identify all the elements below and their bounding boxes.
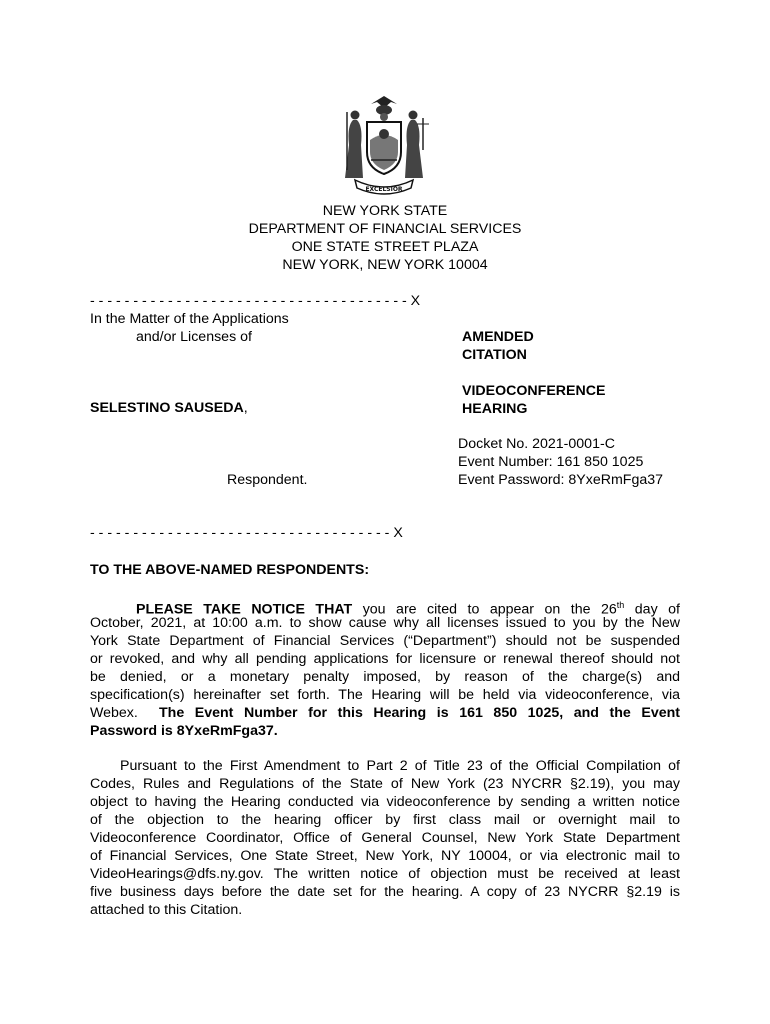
header-city: NEW YORK, NEW YORK 10004	[282, 257, 488, 273]
p2-line-4: of the objection to the hearing officer by first class mail or overnight mail to	[90, 812, 680, 828]
p1-line-7-bold: The Event Number for this Hearing is 161 850 1025, and the Event	[158, 705, 680, 721]
p2-line-9: attached to this Citation.	[90, 902, 243, 918]
header-address: ONE STATE STREET PLAZA	[291, 239, 479, 255]
title-citation: CITATION	[462, 347, 527, 363]
respondent-name: SELESTINO SAUSEDA	[90, 400, 244, 416]
p1-line-7	[90, 704, 680, 722]
p1-line-5: be denied, or a monetary penalty imposed, by reason of the charge(s) and	[90, 669, 680, 685]
p1-superscript: th	[616, 600, 625, 610]
respondent-name-line	[90, 399, 248, 417]
p2-line-7: VideoHearings@dfs.ny.gov. The written notice of objection must be received at least	[90, 866, 680, 882]
p1-line-3: York State Department of Financial Services (“Department”) should not be suspended	[90, 633, 680, 649]
event-number: Event Number: 161 850 1025	[458, 454, 644, 470]
p2-line-6: of Financial Services, One State Street, New York, NY 10004, or via electronic mail to	[90, 848, 680, 864]
p1-line-1	[90, 596, 680, 618]
caption-separator-bottom: - - - - - - - - - - - - - - - - - - - - - - - - - - - - - - - - - - - X	[90, 525, 403, 541]
notice-paragraph	[90, 596, 680, 740]
docket-number: Docket No. 2021-0001-C	[458, 436, 615, 452]
title-videoconference: VIDEOCONFERENCE	[462, 383, 606, 399]
seal-motto: EXCELSIOR	[365, 186, 403, 193]
p1-line-6: specification(s) hereinafter set forth. The Hearing will be held via videoconference, via	[90, 687, 680, 703]
title-hearing: HEARING	[462, 401, 528, 417]
respondent-name-comma: ,	[243, 400, 248, 416]
p1-line-1-end: day of	[634, 601, 680, 618]
p1-bold-lead: PLEASE TAKE NOTICE THAT	[136, 601, 353, 618]
matter-line-2: and/or Licenses of	[136, 329, 252, 345]
respondent-label: Respondent.	[227, 472, 308, 488]
title-amended: AMENDED	[462, 329, 534, 345]
p1-line-1-text: you are cited to appear on the 26	[362, 601, 617, 618]
p2-line-5: Videoconference Coordinator, Office of General Counsel, New York State Department	[90, 830, 680, 846]
event-password: Event Password: 8YxeRmFga37	[458, 472, 664, 488]
p1-line-7-text: Webex.	[90, 705, 138, 721]
p1-line-2: October, 2021, at 10:00 a.m. to show cause why all licenses issued to you by the New	[90, 615, 680, 631]
p1-line-8: Password is 8YxeRmFga37.	[90, 723, 278, 739]
p1-line-4: or revoked, and why all pending applications for licensure or renewal thereof should not	[90, 651, 680, 667]
header-state: NEW YORK STATE	[322, 203, 448, 219]
objection-paragraph	[90, 757, 680, 919]
salutation: TO THE ABOVE-NAMED RESPONDENTS:	[90, 562, 370, 578]
p2-line-3: object to having the Hearing conducted via videoconference by sending a written notice	[90, 794, 680, 810]
header-department: DEPARTMENT OF FINANCIAL SERVICES	[248, 221, 522, 237]
new-york-state-seal-icon	[333, 90, 435, 200]
p2-line-1: Pursuant to the First Amendment to Part 2 of Title 23 of the Official Compilation of	[120, 758, 680, 774]
p2-line-2: Codes, Rules and Regulations of the State of New York (23 NYCRR §2.19), you may	[90, 776, 680, 792]
caption-separator-top: - - - - - - - - - - - - - - - - - - - - - - - - - - - - - - - - - - - - - X	[90, 293, 421, 309]
p2-line-8: five business days before the date set for the hearing. A copy of 23 NYCRR §2.19 is	[90, 884, 680, 900]
matter-line-1: In the Matter of the Applications	[90, 311, 289, 327]
